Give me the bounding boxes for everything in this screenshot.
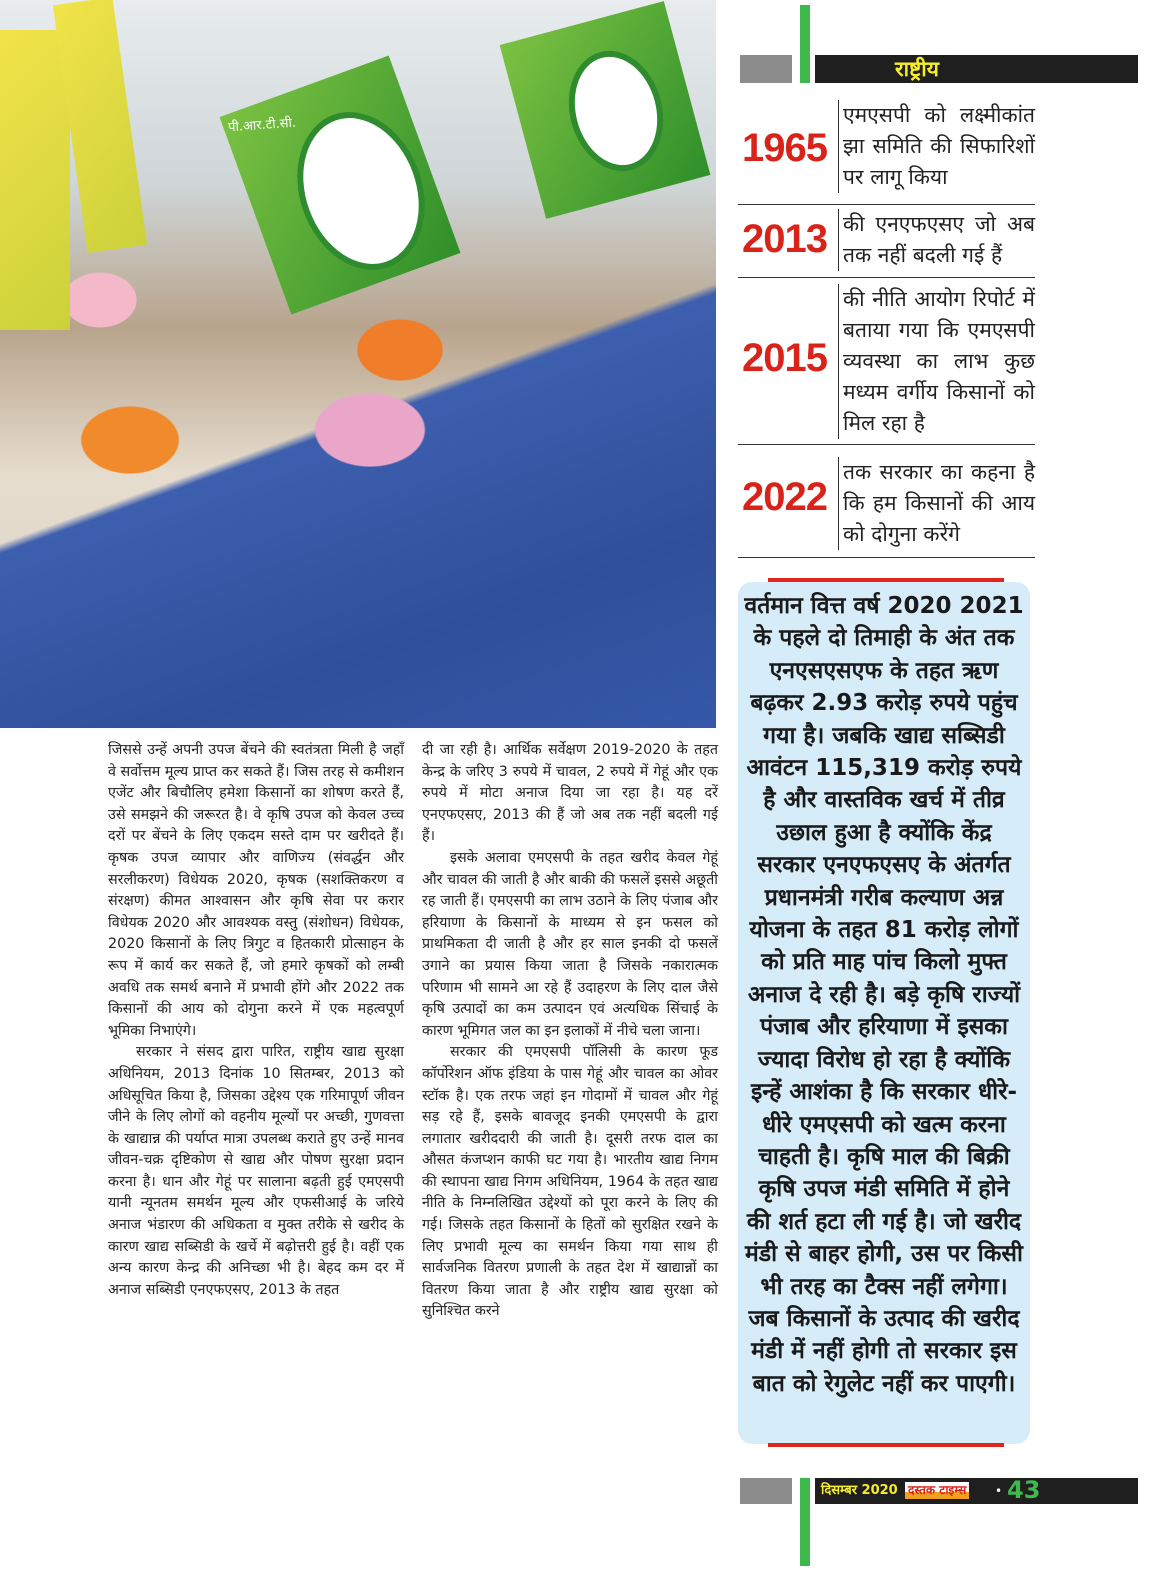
timeline-text: की एनएफएसए जो अब तक नहीं बदली गई हैं: [838, 209, 1035, 271]
timeline-year: 1965: [742, 126, 827, 170]
article-column-1: [108, 740, 404, 1301]
section-title: राष्ट्रीय: [895, 57, 939, 81]
vehicle-label: पी.आर.टी.सी.: [227, 115, 297, 136]
timeline-item: [738, 278, 1035, 445]
quote-top-rule: [768, 578, 1004, 582]
magazine-logo: दस्तक टाइम्स: [905, 1482, 969, 1499]
bullet: •: [995, 1484, 1003, 1498]
issue-date: दिसम्बर 2020: [821, 1483, 898, 1498]
timeline-year: 2015: [742, 336, 827, 380]
paragraph: सरकार की एमएसपी पॉलिसी के कारण फूड कॉर्पोरेशन ऑफ इंडिया के पास गेहूं और चावल का ओवर स्टॉक है। एक तरफ जहां इन गोदामों में चावल और गेहूं सड़ रहे हैं, इसके बावजूद इनकी एमएसपी के द्वारा लगातार खरीददारी की जाती है। दूसरी तरफ दाल का औसत कंजप्शन काफी घट गया है। भारतीय खाद्य निगम की स्थापना खाद्य निगम अधिनियम, 1964 के तहत खाद्य नीति के निम्नलिखित उद्देश्यों को पूरा करने के लिए की गई। जिसके तहत किसानों के हितों को सुरक्षित रखने के लिए प्रभावी मूल्य का समर्थन किया गया साथ ही सार्वजनिक वितरण प्रणाली के तहत देश में खाद्यान्नों का वितरण किया जाता है और राष्ट्रीय खाद्य सुरक्षा को सुनिश्चित करने: [422, 1044, 718, 1320]
paragraph: इसके अलावा एमएसपी के तहत खरीद केवल गेहूं और चावल की जाती है और बाकी की फसलें इससे अछूती रह जाती हैं। एमएसपी का लाभ उठाने के लिए पंजाब और हरियाणा के किसानों के माध्यम से इन फसल को प्राथमिकता दी जाती है और हर साल इनकी दो फसलें उगाने का प्रयास किया जाता है जिसके नकारात्मक परिणाम भी सामने आ रहे हैं उदाहरण के लिए दाल जैसे कृषि उत्पादों का कम उत्पादन एवं अत्यधिक सिंचाई के कारण भूमिगत जल का इन इलाकों में नीचे चला जाना।: [422, 849, 719, 1039]
timeline-year: 2022: [742, 475, 827, 519]
paragraph: सरकार ने संसद द्वारा पारित, राष्ट्रीय खाद्य सुरक्षा अधिनियम, 2013 दिनांक 10 सितम्बर, 2013 को अधिसूचित किया है, जिसका उद्देश्य एक गरिमापूर्ण जीवन जीने के लिए लोगों को वहनीय मूल्यों पर अच्छी, गुणवत्ता के खाद्यान्न की पर्याप्त मात्रा उपलब्ध कराते हुए उन्हें मानव जीवन-चक्र दृष्टिकोण से खाद्य और पोषण सुरक्षा प्रदान करना है। धान और गेहूं पर सालाना बढ़ती हुई एमएसपी यानी न्यूनतम समर्थन मूल्य और एफसीआई के जरिये अनाज भंडारण की अधिकता व मुक्त तरीके से खरीद के कारण खाद्य सब्सिडी के खर्चे में बढ़ोत्तरी हुई है। वहीं एक अन्य कारण केन्द्र की अनिच्छा भी है। बेहद कम दर में अनाज सब्सिडी एनएफएसए, 2013 के तहत: [108, 1044, 404, 1298]
header-gray-block: [740, 55, 792, 83]
quote-bottom-rule: [768, 1443, 1004, 1447]
timeline-item: [738, 445, 1035, 558]
flag: [0, 30, 70, 330]
timeline-year: 2013: [742, 217, 827, 261]
paragraph: जिससे उन्हें अपनी उपज बेंचने की स्वतंत्रता मिली है जहाँ वे सर्वोत्तम मूल्य प्राप्त कर सकते हैं। जिस तरह से कमीशन एजेंट और बिचौलिए हमेशा किसानों का शोषण करते हैं, उसे समझने की जरूरत है। वे कृषि उपज को केवल उच्च दरों पर बेंचने के लिए एकदम सस्ते दाम पर खरीदते हैं। कृषक उपज व्यापार और वाणिज्य (संवर्द्धन और सरलीकरण) विधेयक 2020, कृषक (सशक्तिकरण व संरक्षण) कीमत आश्वासन और कृषि सेवा पर करार विधेयक 2020 और आवश्यक वस्तु (संशोधन) विधेयक, 2020 किसानों के लिए त्रिगुट व हितकारी प्रोत्साहन के रूप में कार्य कर सकते हैं, जो हमारे कृषकों को लम्बी अवधि तक समर्थ बनाने में प्रभावी होंगे और 2022 तक किसानों की आय को दोगुना करने में एक महत्वपूर्ण भूमिका निभाएंगे।: [108, 742, 404, 1039]
timeline-item: [738, 205, 1035, 278]
pull-quote-box: [738, 582, 1030, 1444]
footer-gray-block: [740, 1478, 792, 1504]
timeline-item: [738, 96, 1035, 205]
timeline-text: तक सरकार का कहना है कि हम किसानों की आय को दोगुना करेंगे: [838, 457, 1035, 550]
timeline-text: एमएसपी को लक्ष्मीकांत झा समिति की सिफारिशों पर लागू किया: [838, 100, 1035, 193]
pull-quote-text: वर्तमान वित्त वर्ष 2020 2021 के पहले दो तिमाही के अंत तक एनएसएसएफ के तहत ऋण बढ़कर 2.93 करोड़ रुपये पहुंच गया है। जबकि खाद्य सब्सिडी आवंटन 115,319 करोड़ रुपये है और वास्तविक खर्च में तीव्र उछाल हुआ है क्योंकि केंद्र सरकार एनएफएसए के अंतर्गत प्रधानमंत्री गरीब कल्याण अन्न योजना के तहत 81 करोड़ लोगों को प्रति माह पांच किलो मुफ्त अनाज दे रही है। बड़े कृषि राज्यों पंजाब और हरियाणा में इसका ज्यादा विरोध हो रहा है क्योंकि इन्हें आशंका है कि सरकार धीरे-धीरे एमएसपी को खत्म करना चाहती है। कृषि माल की बिक्री कृषि उपज मंडी समिति में होने की शर्त हटा ली गई है। जो खरीद मंडी से बाहर होगी, उस पर किसी भी तरह का टैक्स नहीं लगेगा। जब किसानों के उत्पाद की खरीद मंडी में नहीं होगी तो सरकार इस बात को रेगुलेट नहीं कर पाएगी।: [744, 593, 1024, 1397]
page-footer: [815, 1478, 1138, 1504]
page-number: 43: [1007, 1476, 1041, 1504]
paragraph: दी जा रही है। आर्थिक सर्वेक्षण 2019-2020 के तहत केन्द्र के जरिए 3 रुपये में चावल, 2 रुपये में गेहूं और एक रुपये में मोटा अनाज दिया जा रहा है। यह दरें एनएफएसए, 2013 की हैं जो अब तक नहीं बदली गई हैं।: [422, 742, 718, 845]
header-green-bar: [800, 5, 810, 83]
article-column-2: [422, 740, 718, 1323]
section-header: [815, 55, 1138, 83]
farmers-protest-photo: [0, 0, 716, 728]
timeline-text: की नीति आयोग रिपोर्ट में बताया गया कि एमएसपी व्यवस्था का लाभ कुछ मध्यम वर्गीय किसानों को मिल रहा है: [838, 284, 1035, 439]
footer-green-bar: [800, 1478, 810, 1566]
